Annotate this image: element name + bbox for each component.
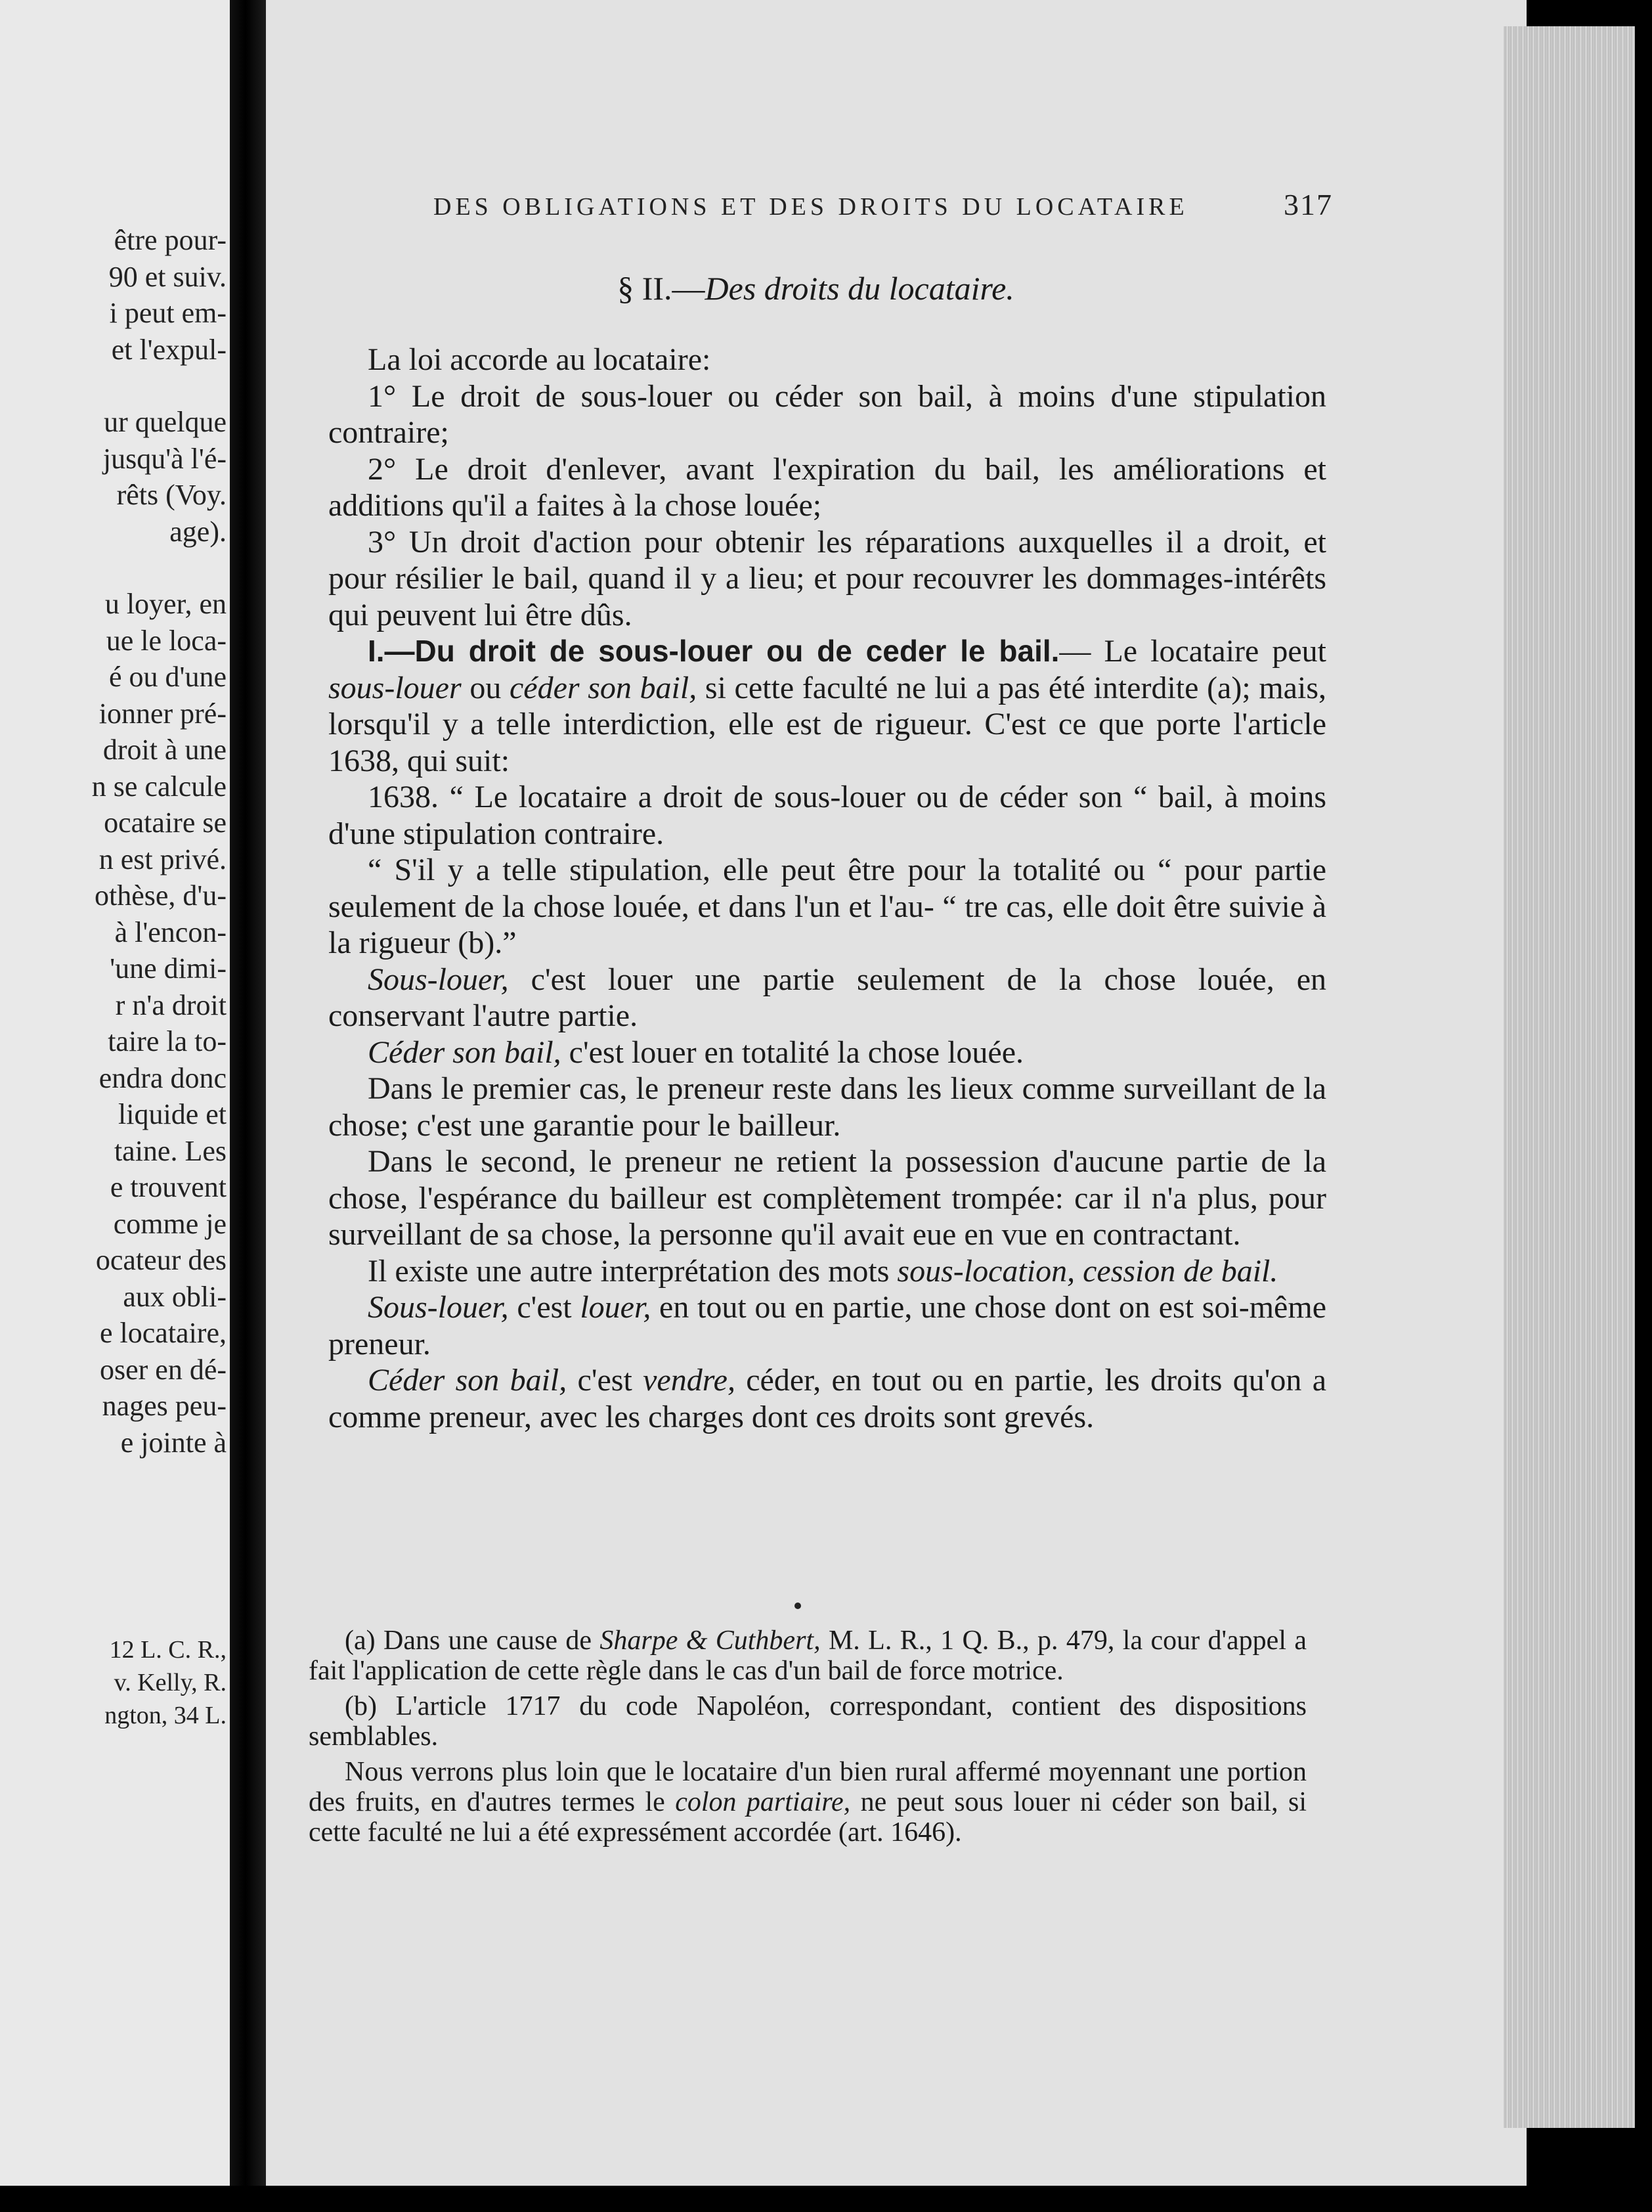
left-page-footnote-line: v. Kelly, R. [114,1669,227,1696]
running-title: DES OBLIGATIONS ET DES DROITS DU LOCATAIRE [433,193,1188,221]
left-page-line: é ou d'une [109,661,227,693]
left-page-line: nages peu- [102,1390,227,1422]
text-run: en tout ou en partie, une chose dont on est soi-même preneur. [328,1290,1326,1361]
bottom-shadow [0,2186,1652,2212]
text-run: — Le locataire peut [1059,634,1326,669]
left-page-line: être pour- [114,224,227,256]
text-run: colon partiaire, [675,1787,851,1817]
left-page-text [0,0,227,2212]
left-page [0,0,230,2212]
list-item: 1° Le droit de sous-louer ou céder son bail, à moins d'une stipulation contraire; [328,378,1326,450]
article-quote: “ S'il y a telle stipulation, elle peut être pour la totalité ou “ pour partie seulement de la chose louée, et dans l'un et l'au- “ tre cas, elle doit être suivie à la rigueur (b).” [328,852,1326,960]
text-run: Sous-louer, [368,962,509,997]
text-run: louer, [580,1290,651,1325]
text-run: c'est [567,1363,643,1398]
left-page-line: u loyer, en [104,588,227,620]
section-title-text: Des droits du locataire. [705,270,1014,307]
text-run: céder son bail, [509,670,697,705]
list-item: 2° Le droit d'enlever, avant l'expiration du bail, les améliorations et additions qu'il a faites à la chose louée; [328,451,1326,523]
paragraph [328,1289,1326,1362]
text-run: vendre, [643,1363,735,1398]
paragraph: Dans le premier cas, le preneur reste dans les lieux comme surveillant de la chose; c'est une garantie pour le bailleur. [328,1071,1326,1143]
page-edges [1504,26,1635,2128]
left-page-line: n se calcule [91,770,227,803]
left-page-line: n est privé. [98,843,227,875]
paragraph [328,962,1326,1034]
separator-dot [794,1603,801,1609]
text-run: Il existe une autre interprétation des mots [368,1253,898,1289]
text-run: sous-louer [328,670,462,705]
left-page-line: ocataire se [104,807,227,839]
left-page-line: age). [169,515,227,548]
left-page-footnote-line: ngton, 34 L. [104,1702,227,1729]
text-run: si cette faculté ne lui a pas été interdite (a); mais, lorsqu'il y a telle interdiction, elle est de rigueur. C'est ce que porte l'article 1638, qui suit: [328,670,1326,778]
body-text [328,342,1326,1435]
left-page-line: aux obli- [123,1280,227,1313]
left-page-line: droit à une [102,734,227,766]
text-run: c'est louer en totalité la chose louée. [561,1034,1024,1070]
left-page-line: endra donc [98,1061,227,1094]
paragraph [328,1034,1326,1071]
paragraph [328,1253,1326,1290]
footnote-b: (b) L'article 1717 du code Napoléon, correspondant, contient des dispositions semblables. [309,1691,1307,1752]
text-run: c'est [508,1290,580,1325]
left-page-line: comme je [113,1207,227,1240]
text-run: ne peut sous louer ni céder son bail, si cette faculté ne lui a été expressément accordée (art. 1646). [309,1787,1307,1847]
left-page-footnote-line: 12 L. C. R., [109,1636,227,1664]
footnote-c [309,1757,1307,1847]
text-run: Sous-louer, [368,1290,509,1325]
text-run: Céder son bail, [368,1034,561,1070]
left-page-line: e jointe à [120,1426,227,1459]
left-page-line: e trouvent [110,1171,227,1203]
text-run: c'est louer une partie seulement de la chose louée, en conservant l'autre partie. [328,962,1326,1033]
left-page-line: rêts (Voy. [116,479,227,511]
left-page-line: ur quelque [104,406,227,438]
left-page-line: e locataire, [100,1317,227,1349]
paragraph: Dans le second, le preneur ne retient la possession d'aucune partie de la chose, l'espérance du bailleur est complètement trompée: car il n'a plus, pour surveillant de sa chose, la personne qu'il avait eue en vue en contractant. [328,1144,1326,1252]
page-number: 317 [1284,188,1333,221]
left-page-line: jusqu'à l'é- [102,442,227,475]
list-item: 3° Un droit d'action pour obtenir les réparations auxquelles il a droit, et pour résilier le bail, quand il y a lieu; et pour recouvrer les dommages-intérêts qui peuvent lui être dûs. [328,524,1326,632]
paragraph [328,1362,1326,1435]
text-run: Sharpe & Cuthbert, [599,1626,821,1656]
left-page-line: ocateur des [95,1244,227,1276]
left-page-line: liquide et [118,1098,227,1130]
left-page-line: 90 et suiv. [108,260,227,293]
left-page-line: ue le loca- [106,624,227,657]
left-page-line: taine. Les [114,1134,227,1167]
book-spine [230,0,269,2212]
running-head [433,187,1333,222]
text-run: Nous verrons plus loin que le locataire d'un bien rural affermé moyennant une portion des fruits, en d'autres termes le [309,1757,1307,1817]
text-run: (a) Dans une cause de [345,1626,600,1656]
text-run: sous-location, cession de bail. [897,1253,1278,1289]
left-page-line: i peut em- [109,297,227,329]
text-run: ou [461,670,510,705]
left-page-line: taire la to- [108,1025,227,1057]
left-page-line: r n'a droit [115,988,227,1021]
left-page-line: à l'encon- [114,916,227,948]
text-run: M. L. R., 1 Q. B., p. 479, la cour d'appel a fait l'application de cette règle dans le cas d'un bail de force motrice. [309,1626,1307,1686]
footnotes [309,1626,1307,1853]
left-page-line: othèse, d'u- [95,879,227,912]
left-page-line: 'une dimi- [110,952,227,984]
left-page-line: ionner pré- [98,697,227,730]
paragraph [328,633,1326,779]
article-quote: 1638. “ Le locataire a droit de sous-louer ou de céder son “ bail, à moins d'une stipulation contraire. [328,780,1326,851]
subsection-heading: I.—Du droit de sous-louer ou de ceder le bail. [368,634,1060,668]
text-run: Céder son bail, [368,1363,567,1398]
left-page-line: et l'expul- [111,333,227,366]
left-page-line: oser en dé- [99,1353,227,1386]
section-prefix: § II.— [617,270,705,307]
section-title [309,269,1323,307]
footnote-a [309,1626,1307,1686]
paragraph-intro: La loi accorde au locataire: [368,342,711,377]
text-run: céder, en tout ou en partie, les droits qu'on a comme preneur, avec les charges dont ces droits sont grevés. [328,1363,1327,1434]
